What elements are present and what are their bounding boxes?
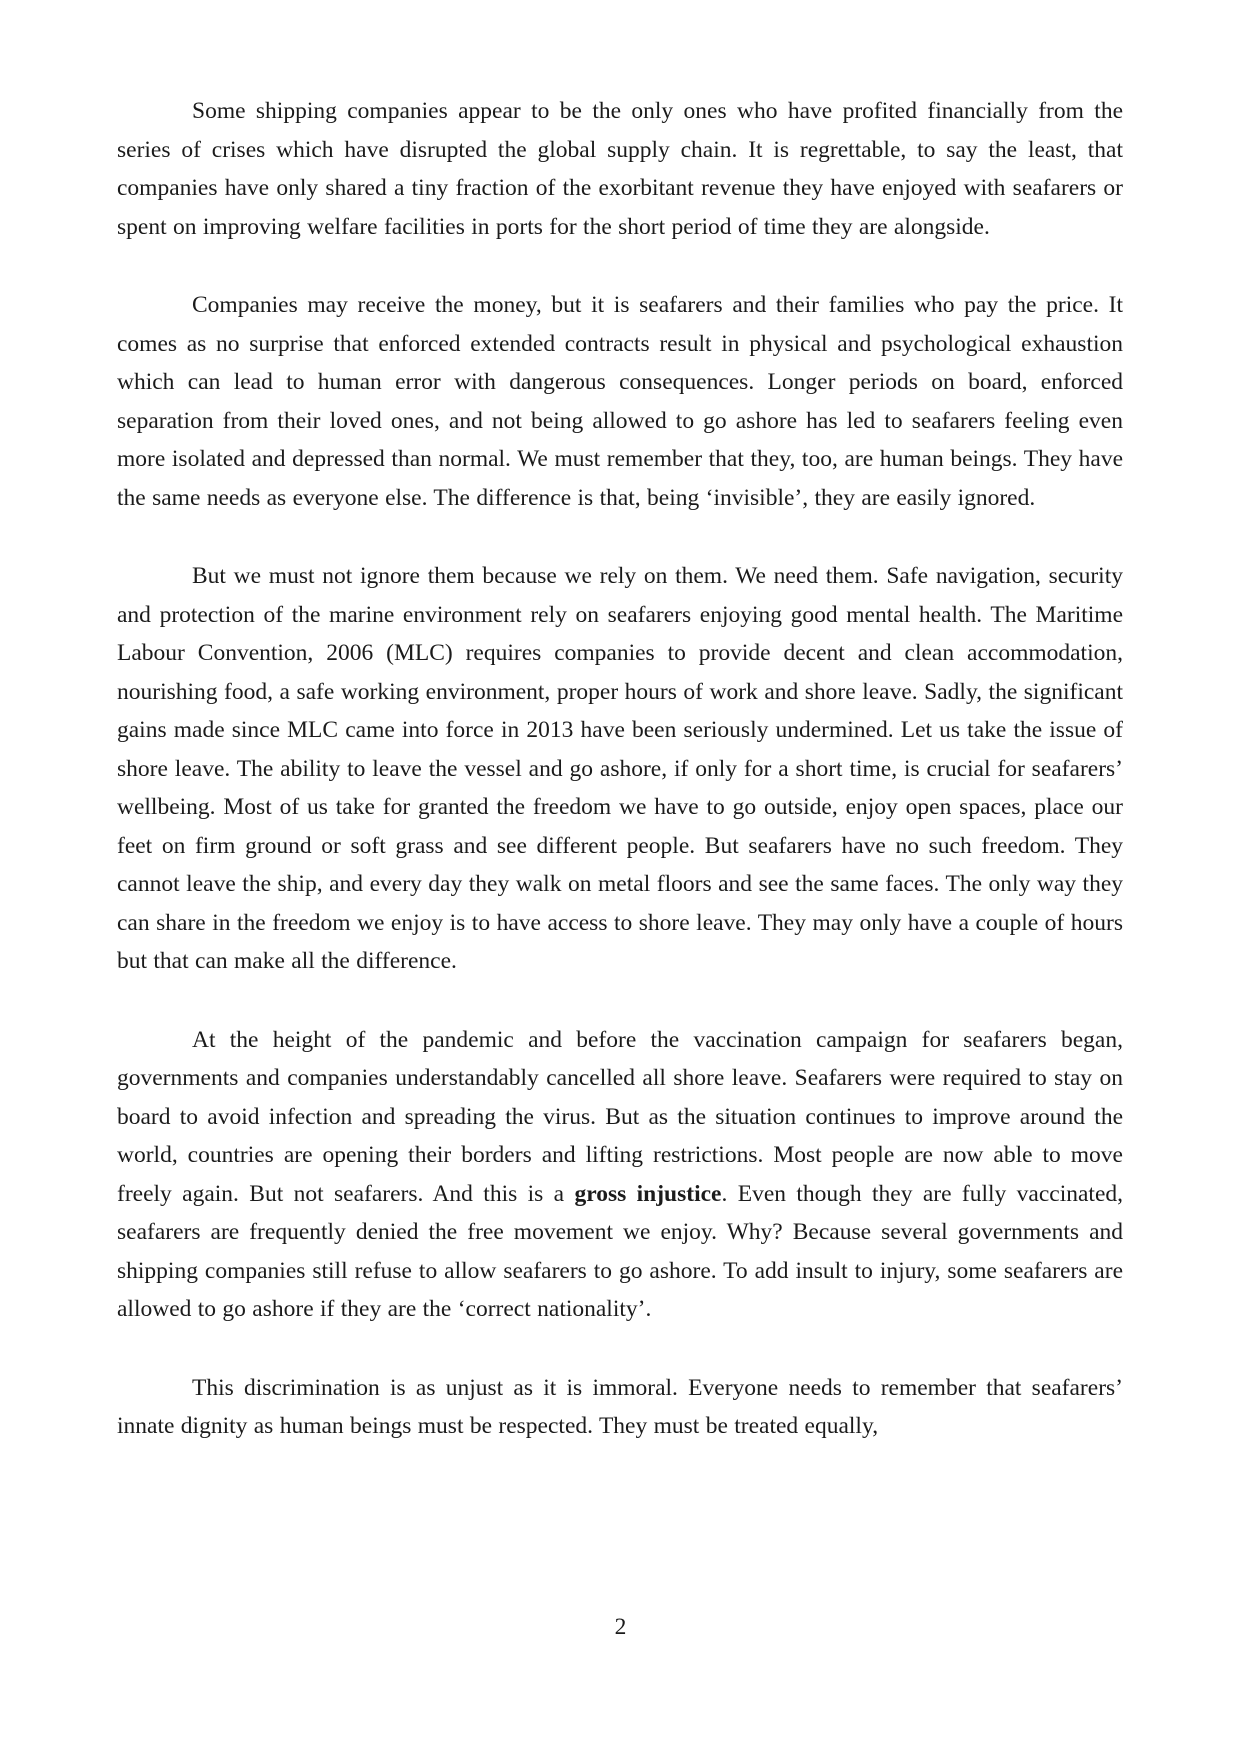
paragraph — [117, 92, 1123, 246]
text-run: Some shipping companies appear to be the only ones who have profited financially from the series of crises which have disrupted the global supply chain. It is regrettable, to say the least, that companies have only shared a tiny fraction of the exorbitant revenue they have enjoyed with seafarers or spent on improving welfare facilities in ports for the short period of time they are alongside. — [117, 98, 1123, 240]
paragraph — [117, 1369, 1123, 1446]
paragraph — [117, 1021, 1123, 1329]
document-body — [117, 92, 1123, 1446]
text-run: At the height of the pandemic and before the vaccination campaign for seafarers began, governments and companies understandably cancelled all shore leave. Seafarers were required to stay on board to avoid infection and spreading the virus. But as the situation continues to improve around the world, countries are opening their borders and lifting restrictions. Most people are now able to move freely again. But not seafarers. And this is a — [117, 1026, 1123, 1207]
paragraph — [117, 557, 1123, 981]
text-run: But we must not ignore them because we rely on them. We need them. Safe navigation, security and protection of the marine environment rely on seafarers enjoying good mental health. The Maritime Labour Convention, 2006 (MLC) requires companies to provide decent and clean accommodation, nourishing food, a safe working environment, proper hours of work and shore leave. Sadly, the significant gains made since MLC came into force in 2013 have been seriously undermined. Let us take the issue of shore leave. The ability to leave the vessel and go ashore, if only for a short time, is crucial for seafarers’ wellbeing. Most of us take for granted the freedom we have to go outside, enjoy open spaces, place our feet on firm ground or soft grass and see different people. But seafarers have no such freedom. They cannot leave the ship, and every day they walk on metal floors and see the same faces. The only way they can share in the freedom we enjoy is to have access to shore leave. They may only have a couple of hours but that can make all the difference. — [117, 563, 1123, 974]
bold-text-run: gross injustice — [574, 1180, 722, 1207]
text-run: This discrimination is as unjust as it is immoral. Everyone needs to remember that seafarers’ innate dignity as human beings must be respected. They must be treated equally, — [117, 1374, 1123, 1439]
text-run: . Even though they are fully vaccinated, seafarers are frequently denied the free movement we enjoy. Why? Because several governments and shipping companies still refuse to allow seafarers to go ashore. To add insult to injury, some seafarers are allowed to go ashore if they are the ‘correct nationality’. — [117, 1180, 1123, 1322]
page-number: 2 — [614, 1614, 627, 1640]
paragraph — [117, 286, 1123, 517]
text-run: Companies may receive the money, but it is seafarers and their families who pay the price. It comes as no surprise that enforced extended contracts result in physical and psychological exhaustion which can lead to human error with dangerous consequences. Longer periods on board, enforced separation from their loved ones, and not being allowed to go ashore has led to seafarers feeling even more isolated and depressed than normal. We must remember that they, too, are human beings. They have the same needs as everyone else. The difference is that, being ‘invisible’, they are easily ignored. — [117, 292, 1123, 511]
